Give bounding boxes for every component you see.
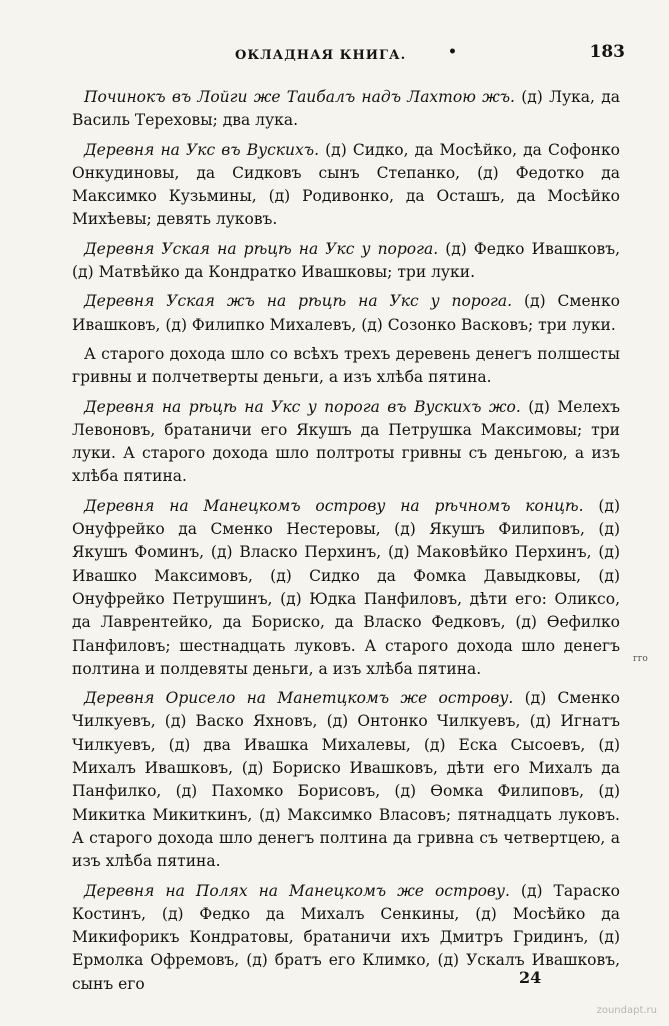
paragraph xyxy=(72,86,620,133)
paragraph xyxy=(72,139,620,232)
paragraph xyxy=(72,290,620,337)
page-number: 183 xyxy=(589,42,625,62)
running-header xyxy=(60,44,625,70)
paragraph xyxy=(72,687,620,873)
paragraph-text: А старого дохода шло со всѣхъ трехъ деревень денегъ полшесты гривны и полчетверты деньги, а изъ хлѣба пятина. xyxy=(72,344,620,387)
place-name: Деревня на Манецкомъ острову на рѣчномъ концѣ. xyxy=(84,496,584,515)
place-name: Починокъ въ Лойги же Таибалъ надъ Лахтою жъ. xyxy=(84,88,515,106)
running-title: ОКЛАДНАЯ КНИГА. xyxy=(235,48,407,63)
paragraph-text: (д) Федко Ивашковъ, (д) Матвѣйко да Кондратко Ивашковы; три луки. xyxy=(72,239,620,282)
header-mark: • xyxy=(448,44,457,60)
paragraph-text: (д) Лука, да Василь Тереховы; два лука. xyxy=(72,88,620,130)
place-name: Деревня на рѣцѣ на Укс у порога въ Вускихъ жо. xyxy=(84,397,521,416)
signature-mark: 24 xyxy=(519,968,542,987)
paragraph-text: (д) Тараско Костинъ, (д) Федко да Михалъ Сенкины, (д) Мосѣйко да Микифорикъ Кондратовы, братаничи ихъ Дмитръ Гридинъ, (д) Ермолка Офремовъ, (д) братъ его Климко, (д) Ускалъ Ивашковъ, сынъ его xyxy=(72,881,620,993)
watermark: zoundapt.ru xyxy=(596,1005,657,1016)
paragraph xyxy=(72,343,620,390)
paragraph xyxy=(72,396,620,489)
place-name: Деревня Орисело на Манетцкомъ же острову. xyxy=(84,689,514,708)
paragraph-text: (д) Сменко Чилкуевъ, (д) Васко Яхновъ, (д) Онтонко Чилкуевъ, (д) Игнатъ Чилкуевъ, (д) два Ивашка Михалевы, (д) Еска Сысоевъ, (д) Михалъ Ивашковъ, (д) Бориско Ивашковъ, дѣти его Михалъ да Панфилко, (д) Пахомко Борисовъ, (д) Ѳомка Филиповъ, (д) Микитка Микиткинъ, (д) Максимко Власовъ; пятнадцать луковъ. А старого дохода шло денегъ полтина да гривна съ четвертцею, а изъ хлѣба пятина. xyxy=(72,689,620,871)
paragraph-text: (д) Мелехъ Левоновъ, братаничи его Якушъ да Петрушка Максимовы; три луки. А старого дохода шло полтроты гривны съ деньгою, а изъ хлѣба пятина. xyxy=(72,397,620,486)
place-name: Деревня Уская на рѣцѣ на Укс у порога. xyxy=(84,239,439,258)
paragraph-text: (д) Сидко, да Мосѣйко, да Софонко Онкудиновы, да Сидковъ сынъ Степанко, (д) Федотко да Максимко Кузьмины, (д) Родивонко, да Осташъ, да Мосѣйко Михѣевы; девять луковъ. xyxy=(72,140,620,229)
body-text xyxy=(72,86,620,1002)
paragraph xyxy=(72,495,620,681)
place-name: Деревня на Укс въ Вускихъ. xyxy=(84,140,319,159)
paragraph xyxy=(72,238,620,285)
paragraph-text: (д) Сменко Ивашковъ, (д) Филипко Михалевъ, (д) Созонко Васковъ; три луки. xyxy=(72,292,620,334)
paragraph-text: (д) Онуфрейко да Сменко Нестеровы, (д) Якушъ Филиповъ, (д) Якушъ Фоминъ, (д) Власко Перхинъ, (д) Маковѣйко Перхинъ, (д) Ивашко Максимовъ, (д) Сидко да Фомка Давыдковы, (д) Онуфрейко Петрушинъ, (д) Юдка Панфиловъ, дѣти его: Оликсо, да Лаврентейко, да Бориско, да Власко Федковъ, (д) Ѳефилко Панфиловъ; шестнадцать луковъ. А старого дохода шло денегъ полтина и полдевяты деньги, а изъ хлѣба пятина. xyxy=(72,496,620,678)
margin-note: гго xyxy=(633,654,648,664)
place-name: Деревня на Полях на Манецкомъ же острову. xyxy=(84,881,510,900)
place-name: Деревня Уская жъ на рѣцѣ на Укс у порога. xyxy=(84,292,513,311)
